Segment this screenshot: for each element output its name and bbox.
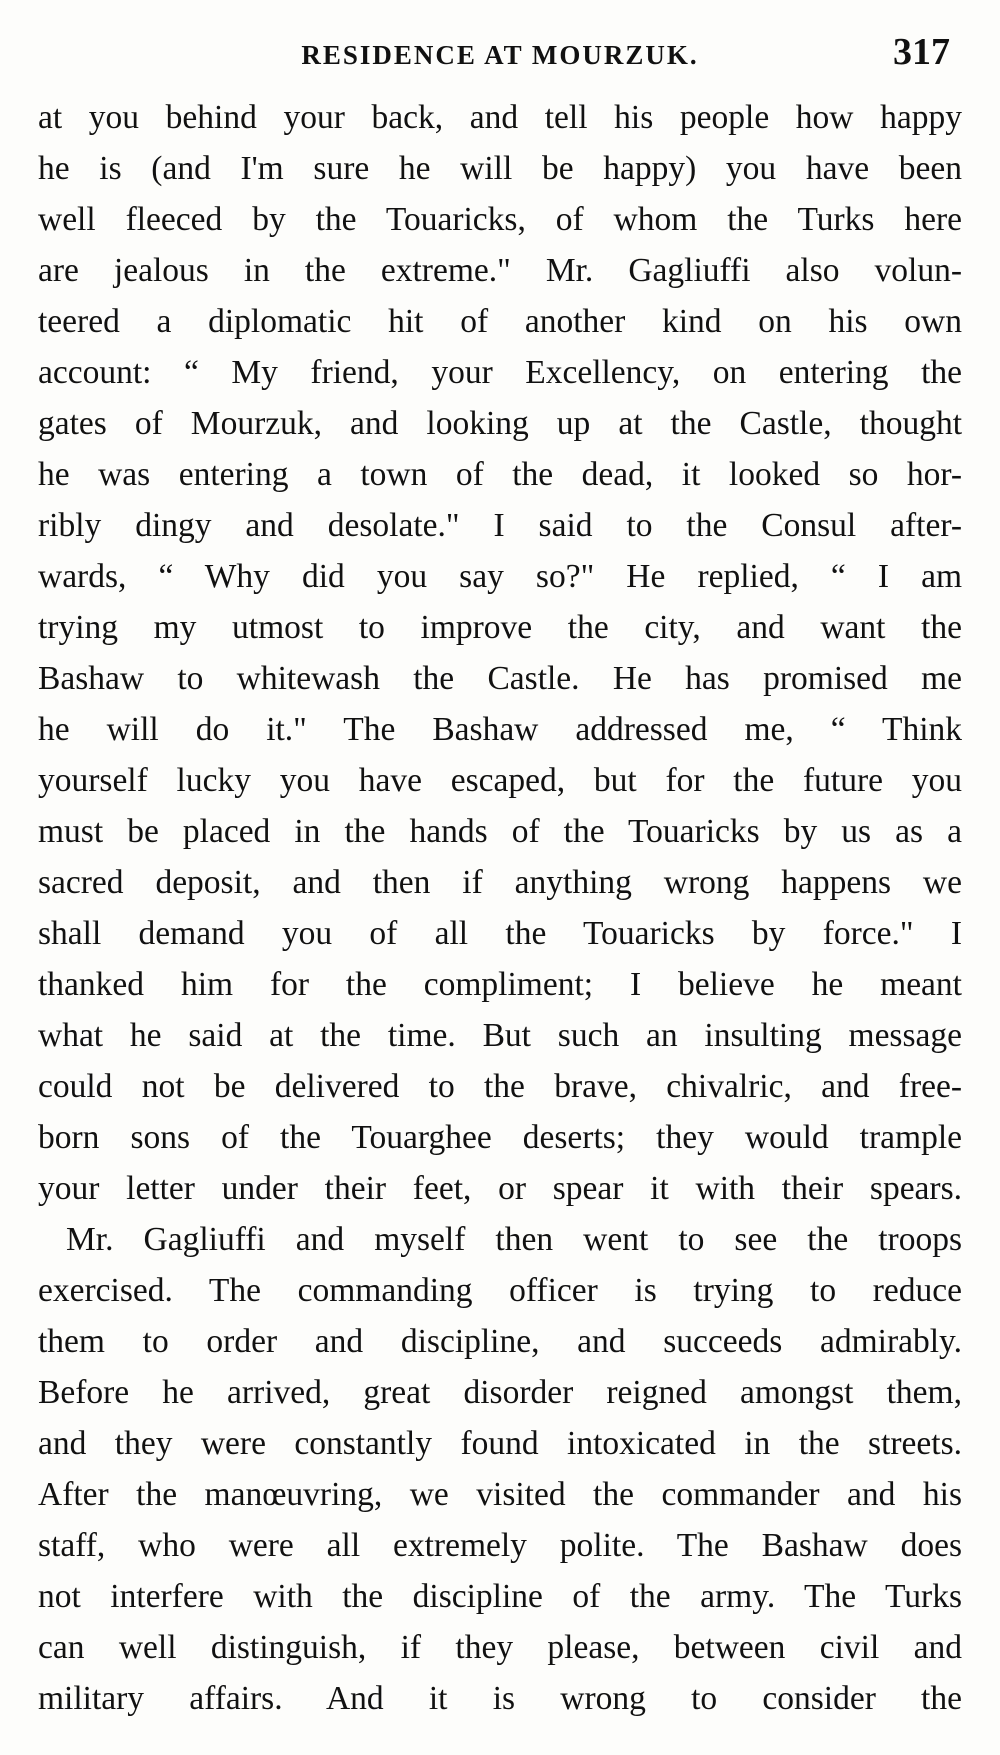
text-line: them to order and discipline, and succeeds admirably.: [38, 1323, 962, 1360]
text-line: shall demand you of all the Touaricks by force." I: [38, 915, 962, 952]
text-line: gates of Mourzuk, and looking up at the Castle, thought: [38, 405, 962, 442]
text-line: military affairs. And it is wrong to consider the: [38, 1680, 962, 1717]
text-line: well fleeced by the Touaricks, of whom the Turks here: [38, 201, 962, 238]
text-line: sacred deposit, and then if anything wrong happens we: [38, 864, 962, 901]
text-line: exercised. The commanding officer is trying to reduce: [38, 1272, 962, 1309]
body-text: [38, 92, 962, 1724]
paragraph-end-line: your letter under their feet, or spear it with their spears.: [38, 1170, 962, 1207]
text-line: born sons of the Touarghee deserts; they would trample: [38, 1119, 962, 1156]
text-line: thanked him for the compliment; I believe he meant: [38, 966, 962, 1003]
text-line: he is (and I'm sure he will be happy) you have been: [38, 150, 962, 187]
text-line: he will do it." The Bashaw addressed me, “ Think: [38, 711, 962, 748]
text-line: at you behind your back, and tell his people how happy: [38, 99, 962, 136]
text-line: and they were constantly found intoxicated in the streets.: [38, 1425, 962, 1462]
paragraph-start-line: Mr. Gagliuffi and myself then went to see the troops: [66, 1221, 962, 1258]
text-line: ribly dingy and desolate." I said to the Consul after-: [38, 507, 962, 544]
text-line: yourself lucky you have escaped, but for the future you: [38, 762, 962, 799]
text-line: could not be delivered to the brave, chivalric, and free-: [38, 1068, 962, 1105]
text-line: Before he arrived, great disorder reigned amongst them,: [38, 1374, 962, 1411]
text-line: can well distinguish, if they please, between civil and: [38, 1629, 962, 1666]
text-line: what he said at the time. But such an insulting message: [38, 1017, 962, 1054]
text-line: wards, “ Why did you say so?" He replied, “ I am: [38, 558, 962, 595]
text-line: teered a diplomatic hit of another kind on his own: [38, 303, 962, 340]
text-line: account: “ My friend, your Excellency, on entering the: [38, 354, 962, 391]
running-title: RESIDENCE AT MOURZUK.: [301, 40, 699, 70]
text-line: trying my utmost to improve the city, and want the: [38, 609, 962, 646]
text-line: are jealous in the extreme." Mr. Gagliuffi also volun-: [38, 252, 962, 289]
text-line: not interfere with the discipline of the army. The Turks: [38, 1578, 962, 1615]
text-line: he was entering a town of the dead, it looked so hor-: [38, 456, 962, 493]
text-line: After the manœuvring, we visited the commander and his: [38, 1476, 962, 1513]
text-line: staff, who were all extremely polite. The Bashaw does: [38, 1527, 962, 1564]
running-head: [40, 30, 960, 80]
text-line: must be placed in the hands of the Touaricks by us as a: [38, 813, 962, 850]
page-number: 317: [893, 31, 950, 73]
text-line: Bashaw to whitewash the Castle. He has promised me: [38, 660, 962, 697]
